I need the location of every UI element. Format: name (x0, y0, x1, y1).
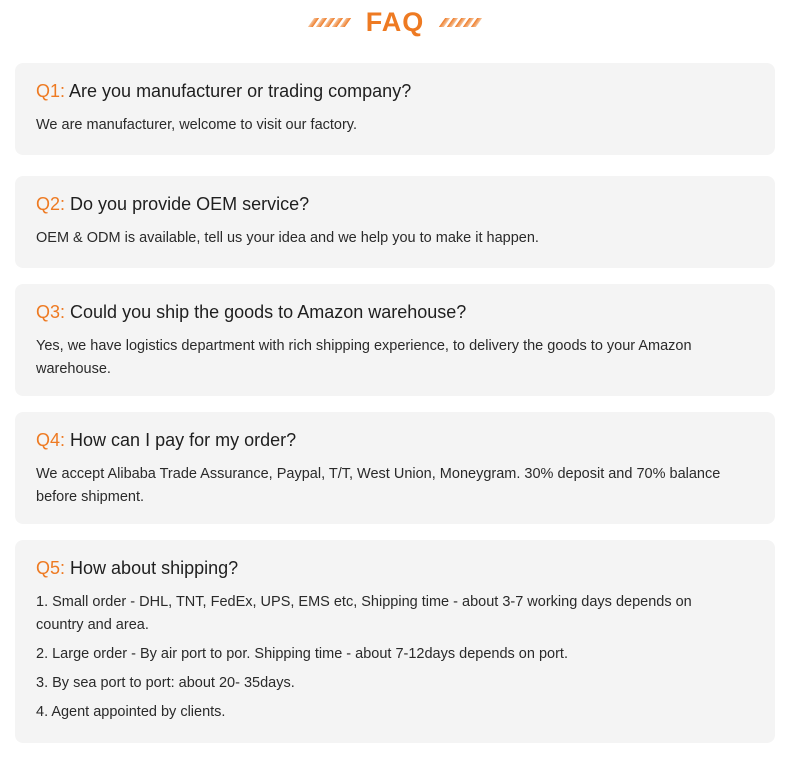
answer-item: 3. By sea port to port: about 20- 35days. (36, 675, 295, 691)
question-text: How about shipping? (70, 558, 239, 578)
page-title: FAQ (365, 6, 425, 37)
faq-answer: Yes, we have logistics department with rich shipping experience, to delivery the goods to your Amazon warehouse. (36, 338, 692, 377)
question-text: How can I pay for my order? (70, 430, 297, 450)
faq-card-4 (15, 412, 775, 524)
decorative-stripes-right (442, 18, 479, 27)
faq-card-5 (15, 540, 775, 743)
faq-answer-list (36, 591, 726, 724)
question-text: Are you manufacturer or trading company? (69, 81, 412, 101)
faq-question (36, 193, 754, 215)
faq-card-1 (15, 63, 775, 155)
faq-answer: OEM & ODM is available, tell us your idea and we help you to make it happen. (36, 230, 539, 246)
faq-question (36, 429, 754, 451)
question-number: Q1: (36, 81, 66, 101)
answer-item: 1. Small order - DHL, TNT, FedEx, UPS, EMS etc, Shipping time - about 3-7 working days depends on country and area. (36, 594, 692, 633)
question-number: Q5: (36, 558, 66, 578)
question-number: Q3: (36, 302, 66, 322)
faq-answer: We are manufacturer, welcome to visit our factory. (36, 117, 358, 133)
faq-card-3 (15, 284, 775, 396)
faq-answer: We accept Alibaba Trade Assurance, Paypal, T/T, West Union, Moneygram. 30% deposit and 70% balance before shipment. (36, 466, 721, 505)
question-number: Q4: (36, 430, 66, 450)
answer-item: 2. Large order - By air port to por. Shipping time - about 7-12days depends on port. (36, 646, 568, 662)
faq-question (36, 557, 754, 579)
decorative-stripes-left (311, 18, 348, 27)
faq-question (36, 301, 754, 323)
faq-header (0, 0, 790, 44)
faq-card-2 (15, 176, 775, 268)
question-number: Q2: (36, 194, 66, 214)
question-text: Could you ship the goods to Amazon warehouse? (70, 302, 467, 322)
answer-item: 4. Agent appointed by clients. (36, 704, 226, 720)
faq-question (36, 80, 754, 102)
question-text: Do you provide OEM service? (70, 194, 310, 214)
